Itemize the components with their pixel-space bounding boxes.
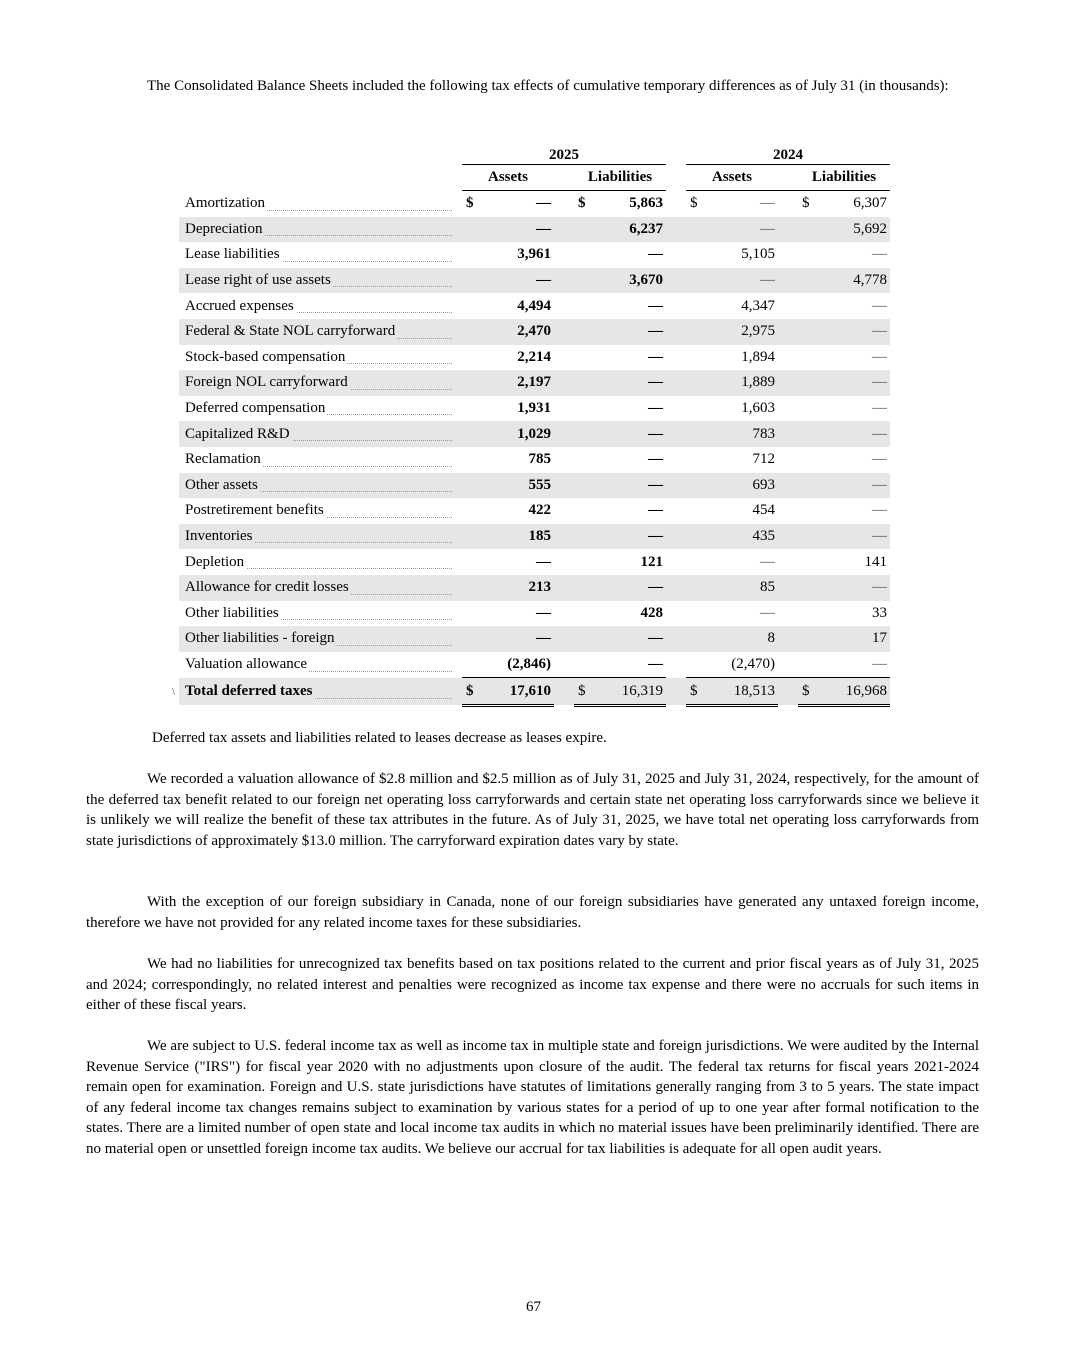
value-cell: 785 xyxy=(528,451,551,468)
currency-symbol: $ xyxy=(462,678,476,706)
value-cell: (2,846) xyxy=(476,652,554,678)
row-label-text: Postretirement benefits xyxy=(185,502,324,519)
value-cell: — xyxy=(588,575,666,601)
row-label xyxy=(179,191,454,217)
valuation-allowance-paragraph xyxy=(86,769,979,851)
unrecognized-benefits-paragraph xyxy=(86,954,979,1016)
leases-note xyxy=(152,728,979,749)
row-label-text: Lease right of use assets xyxy=(185,272,331,289)
row-label xyxy=(179,473,454,499)
value-cell: — xyxy=(648,246,663,263)
value-cell: 783 xyxy=(700,421,778,447)
table-row xyxy=(179,421,890,447)
value-cell: — xyxy=(700,268,778,294)
total-value: 16,968 xyxy=(812,678,890,706)
row-label-text: Federal & State NOL carryforward xyxy=(185,323,396,340)
value-cell: 185 xyxy=(476,524,554,550)
currency-symbol: $ xyxy=(686,678,700,706)
value-cell: — xyxy=(812,524,890,550)
value-cell: — xyxy=(872,297,887,314)
deferred-tax-table xyxy=(172,140,890,707)
row-label-text: Amortization xyxy=(185,195,265,212)
value-cell: 6,307 xyxy=(853,195,887,212)
row-label-text: Capitalized R&D xyxy=(185,425,290,442)
value-cell: 428 xyxy=(640,604,663,621)
total-value: 16,319 xyxy=(588,678,666,706)
unrecognized-benefits-text: We had no liabilities for unrecognized tax benefits based on tax positions related to the current and prior fiscal years as of July 31, 2025 and 2024; correspondingly, no related interest and penalties were recognized as income tax expense and there were no accruals for such items in either of these fiscal years. xyxy=(86,956,979,1013)
currency-symbol: $ xyxy=(466,195,474,212)
currency-symbol: $ xyxy=(578,195,586,212)
value-cell: 4,494 xyxy=(517,297,551,314)
row-label xyxy=(179,652,454,678)
total-row xyxy=(179,678,890,706)
value-cell: — xyxy=(648,451,663,468)
table-row xyxy=(179,447,890,473)
table-row xyxy=(179,319,890,345)
value-cell: — xyxy=(536,604,551,621)
row-label xyxy=(179,345,454,371)
value-cell: — xyxy=(812,319,890,345)
row-label xyxy=(179,575,454,601)
total-label-text: Total deferred taxes xyxy=(185,683,313,700)
value-cell: — xyxy=(872,246,887,263)
value-cell: — xyxy=(588,421,666,447)
table-row xyxy=(179,524,890,550)
jurisdictions-text: We are subject to U.S. federal income tax as well as income tax in multiple state and foreign jurisdictions. We were audited by the Internal Revenue Service ("IRS") for fiscal year 2020 with no adjustments upon closure of the audit. The federal tax returns for fiscal years 2021-2024 remain open for examination. Foreign and U.S. state jurisdictions have statutes of limitations generally ranging from 3 to 5 years. The state impact of any federal income tax changes remains subject to examination by various states for a period of up to one year after formal notification to the states. There are a limited number of open state and local income tax audits in which no material issues have been preliminarily identified. There are no material open or unsettled foreign income tax audits. We believe our accrual for tax liabilities is adequate for all open audit years. xyxy=(86,1038,979,1157)
foreign-subsidiary-text: With the exception of our foreign subsidiary in Canada, none of our foreign subsidiaries have generated any untaxed foreign income, therefore we have not provided for any related income taxes for these subsidiaries. xyxy=(86,894,979,931)
row-label xyxy=(179,370,454,396)
row-label-text: Accrued expenses xyxy=(185,297,294,314)
table-row xyxy=(179,626,890,652)
table-row xyxy=(179,396,890,422)
value-cell: — xyxy=(812,421,890,447)
page-number: 67 xyxy=(526,1299,541,1315)
value-cell: — xyxy=(588,652,666,678)
row-label xyxy=(179,601,454,627)
value-cell: — xyxy=(872,451,887,468)
row-label xyxy=(179,447,454,473)
table-row xyxy=(179,575,890,601)
table-row xyxy=(179,268,890,294)
row-label-text: Deferred compensation xyxy=(185,400,326,417)
value-cell: — xyxy=(812,473,890,499)
row-label xyxy=(179,319,454,345)
value-cell: 693 xyxy=(700,473,778,499)
row-label-text: Inventories xyxy=(185,528,253,545)
value-cell: — xyxy=(588,319,666,345)
value-cell: 4,778 xyxy=(812,268,890,294)
value-cell: 17 xyxy=(812,626,890,652)
header-liabilities-2025: Liabilities xyxy=(574,165,666,191)
value-cell: 1,889 xyxy=(700,370,778,396)
valuation-allowance-text: We recorded a valuation allowance of $2.8 million and $2.5 million as of July 31, 2025 and July 31, 2024, respectively, for the amount of the deferred tax benefit related to our foreign net operating loss carryforwards and certain state net operating loss carryforwards since we believe it is unlikely we will realize the benefit of these tax attributes in the future. As of July 31, 2025, we have total net operating loss carryforwards from state jurisdictions of approximately $13.0 million. The carryforward expiration dates vary by state. xyxy=(86,771,979,849)
table-row xyxy=(179,652,890,678)
row-label-text: Reclamation xyxy=(185,451,261,468)
intro-paragraph xyxy=(86,76,979,97)
value-cell: — xyxy=(536,553,551,570)
value-cell: 2,197 xyxy=(476,370,554,396)
value-cell: — xyxy=(588,370,666,396)
total-value: 17,610 xyxy=(476,678,554,706)
value-cell: 213 xyxy=(476,575,554,601)
intro-text: The Consolidated Balance Sheets included the following tax effects of cumulative temporary differences as of July 31 (in thousands): xyxy=(147,78,949,94)
value-cell: — xyxy=(476,626,554,652)
row-label-text: Foreign NOL carryforward xyxy=(185,374,348,391)
value-cell: — xyxy=(812,575,890,601)
value-cell: 6,237 xyxy=(588,217,666,243)
value-cell: — xyxy=(588,473,666,499)
value-cell: — xyxy=(872,400,887,417)
row-label xyxy=(179,396,454,422)
value-cell: — xyxy=(648,348,663,365)
value-cell: — xyxy=(700,217,778,243)
value-cell: — xyxy=(476,217,554,243)
value-cell: 712 xyxy=(752,451,775,468)
value-cell: — xyxy=(476,268,554,294)
row-label-text: Other liabilities - foreign xyxy=(185,630,335,647)
value-cell: — xyxy=(588,524,666,550)
value-cell: — xyxy=(760,195,775,212)
value-cell: 121 xyxy=(640,553,663,570)
value-cell: — xyxy=(872,502,887,519)
currency-symbol: $ xyxy=(802,195,810,212)
margin-marker: \ xyxy=(172,685,176,698)
row-label xyxy=(179,421,454,447)
table-row xyxy=(179,473,890,499)
value-cell: 5,863 xyxy=(629,195,663,212)
value-cell: — xyxy=(536,195,551,212)
row-label-text: Other liabilities xyxy=(185,604,279,621)
year-header-2024: 2024 xyxy=(686,140,890,165)
currency-symbol: $ xyxy=(798,678,812,706)
leases-note-text: Deferred tax assets and liabilities related to leases decrease as leases expire. xyxy=(152,730,607,746)
value-cell: 8 xyxy=(700,626,778,652)
value-cell: 2,975 xyxy=(700,319,778,345)
row-label-text: Stock-based compensation xyxy=(185,348,346,365)
value-cell: (2,470) xyxy=(700,652,778,678)
year-header-2025: 2025 xyxy=(462,140,666,165)
value-cell: 422 xyxy=(528,502,551,519)
row-label-text: Lease liabilities xyxy=(185,246,280,263)
currency-symbol: $ xyxy=(574,678,588,706)
foreign-subsidiary-paragraph xyxy=(86,892,979,933)
header-assets-2025: Assets xyxy=(462,165,554,191)
value-cell: 454 xyxy=(752,502,775,519)
row-label xyxy=(179,217,454,243)
value-cell: 1,603 xyxy=(741,400,775,417)
value-cell: 3,961 xyxy=(517,246,551,263)
row-label-text: Allowance for credit losses xyxy=(185,579,349,596)
value-cell: 141 xyxy=(864,553,887,570)
value-cell: 4,347 xyxy=(741,297,775,314)
value-cell: — xyxy=(588,626,666,652)
table-row xyxy=(179,549,890,575)
table-row xyxy=(179,498,890,524)
table-row xyxy=(179,345,890,371)
value-cell: 1,931 xyxy=(517,400,551,417)
value-cell: 3,670 xyxy=(588,268,666,294)
header-assets-2024: Assets xyxy=(686,165,778,191)
value-cell: — xyxy=(648,297,663,314)
row-label-text: Depreciation xyxy=(185,220,263,237)
row-label xyxy=(179,498,454,524)
value-cell: 2,214 xyxy=(517,348,551,365)
row-label xyxy=(179,626,454,652)
value-cell: 85 xyxy=(700,575,778,601)
value-cell: 33 xyxy=(872,604,887,621)
table-row xyxy=(179,217,890,243)
value-cell: — xyxy=(812,652,890,678)
value-cell: 2,470 xyxy=(476,319,554,345)
row-label xyxy=(179,524,454,550)
row-label xyxy=(179,293,454,319)
value-cell: — xyxy=(812,370,890,396)
row-label xyxy=(179,242,454,268)
value-cell: 1,894 xyxy=(741,348,775,365)
value-cell: — xyxy=(648,502,663,519)
header-liabilities-2024: Liabilities xyxy=(798,165,890,191)
table-row xyxy=(179,242,890,268)
table-row xyxy=(179,191,890,217)
value-cell: — xyxy=(872,348,887,365)
value-cell: — xyxy=(760,553,775,570)
value-cell: 435 xyxy=(700,524,778,550)
value-cell: 5,105 xyxy=(741,246,775,263)
value-cell: — xyxy=(648,400,663,417)
table-row xyxy=(179,293,890,319)
value-cell: 1,029 xyxy=(476,421,554,447)
row-label-text: Other assets xyxy=(185,476,258,493)
value-cell: 5,692 xyxy=(812,217,890,243)
jurisdictions-paragraph xyxy=(86,1036,979,1159)
table-row xyxy=(179,601,890,627)
value-cell: 555 xyxy=(476,473,554,499)
currency-symbol: $ xyxy=(690,195,698,212)
total-value: 18,513 xyxy=(700,678,778,706)
value-cell: — xyxy=(760,604,775,621)
table-row xyxy=(179,370,890,396)
row-label xyxy=(179,549,454,575)
total-label xyxy=(172,678,454,706)
row-label xyxy=(179,268,454,294)
row-label-text: Valuation allowance xyxy=(185,656,308,673)
row-label-text: Depletion xyxy=(185,553,245,570)
